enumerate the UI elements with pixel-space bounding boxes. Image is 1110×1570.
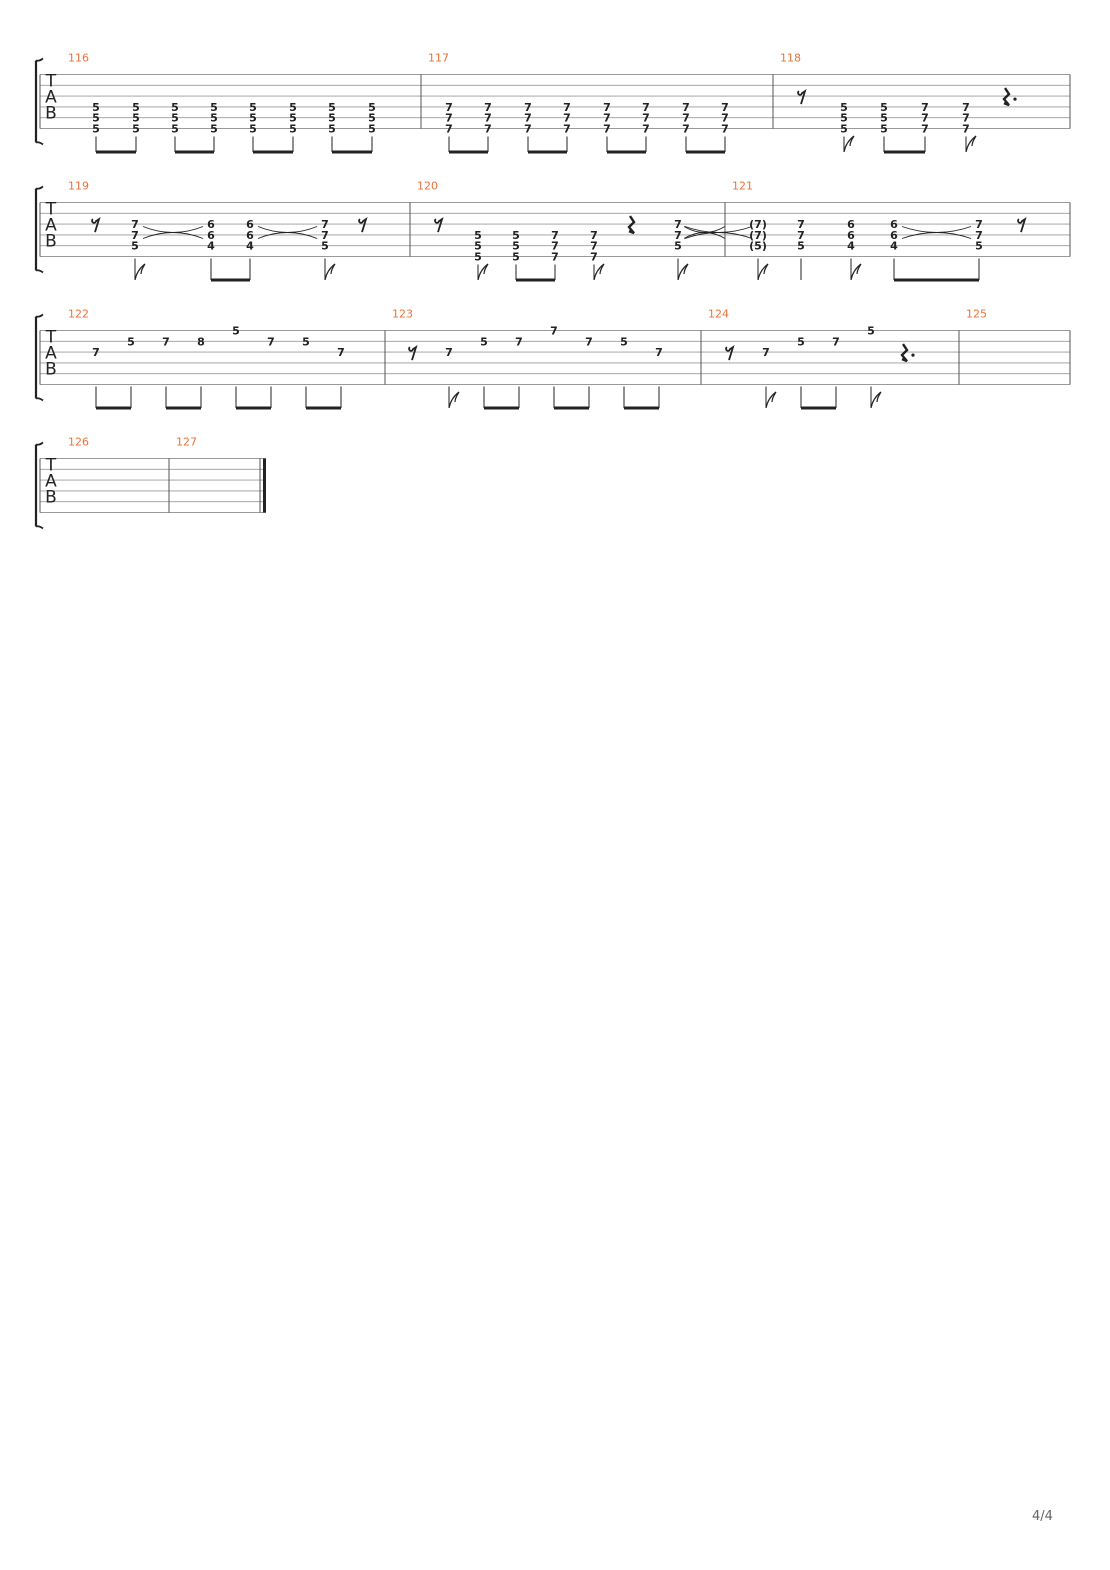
fret-number: 7 (655, 346, 663, 360)
measure-number: 118 (780, 51, 801, 65)
eighth-flag (966, 136, 976, 152)
fret-number: 7 (551, 228, 559, 242)
bracket-hook (36, 59, 43, 61)
fret-number: 5 (328, 122, 336, 136)
fret-number: 7 (603, 122, 611, 136)
rest-dot (911, 354, 914, 357)
beam (801, 407, 836, 410)
fret-number: 7 (921, 100, 929, 114)
fret-number: 5 (512, 228, 520, 242)
fret-number: 7 (515, 335, 523, 349)
beam (175, 151, 214, 154)
fret-number: 5 (368, 100, 376, 114)
fret-number: 7 (321, 228, 329, 242)
beam (686, 151, 725, 154)
fret-number: 7 (484, 100, 492, 114)
fret-number: 7 (975, 218, 983, 232)
fret-number: 7 (682, 100, 690, 114)
fret-number: 5 (132, 100, 140, 114)
eighth-flag (871, 392, 881, 408)
tab-clef-letter: B (45, 359, 57, 380)
fret-number: 7 (337, 346, 345, 360)
fret-number: 7 (674, 228, 682, 242)
eighth-rest (798, 91, 805, 104)
fret-number: 5 (289, 100, 297, 114)
bracket-hook (36, 443, 43, 445)
fret-number: 7 (962, 111, 970, 125)
fret-number: 7 (551, 239, 559, 253)
fret-number: 5 (132, 122, 140, 136)
fret-number: 5 (512, 239, 520, 253)
fret-number: 5 (880, 100, 888, 114)
beam (166, 407, 201, 410)
fret-number: 6 (890, 228, 898, 242)
eighth-flag (844, 136, 854, 152)
fret-number: 5 (249, 111, 257, 125)
measure-number: 124 (708, 307, 729, 321)
fret-number: 7 (131, 228, 139, 242)
fret-number: 7 (921, 111, 929, 125)
eighth-rest (1018, 219, 1025, 232)
fret-number: 5 (840, 122, 848, 136)
fret-number: 5 (249, 122, 257, 136)
fret-number: 7 (832, 335, 840, 349)
fret-number: 7 (797, 228, 805, 242)
fret-number: 5 (249, 100, 257, 114)
fret-number: 7 (590, 239, 598, 253)
tie-hairpin (902, 227, 971, 239)
eighth-rest (726, 347, 733, 360)
fret-number: 7 (563, 122, 571, 136)
fret-number: 5 (797, 239, 805, 253)
beam (96, 151, 136, 154)
fret-number: 5 (328, 100, 336, 114)
fret-number: 6 (246, 218, 254, 232)
fret-number: 5 (127, 335, 135, 349)
beam (516, 279, 555, 282)
fret-number: 7 (585, 335, 593, 349)
fret-number: 7 (551, 250, 559, 264)
fret-number: 7 (762, 346, 770, 360)
fret-number: 7 (162, 335, 170, 349)
fret-number: 7 (524, 122, 532, 136)
fret-number: 7 (445, 346, 453, 360)
eighth-flag (449, 392, 459, 408)
fret-number: 7 (445, 100, 453, 114)
fret-number: 5 (474, 250, 482, 264)
eighth-flag (135, 264, 145, 280)
eighth-flag (851, 264, 861, 280)
beam (449, 151, 488, 154)
fret-number: 5 (210, 122, 218, 136)
beam (607, 151, 646, 154)
fret-number: 5 (368, 122, 376, 136)
beam (528, 151, 567, 154)
measure-number: 117 (428, 51, 449, 65)
tab-clef-letter: B (45, 231, 57, 252)
fret-number: 5 (867, 324, 875, 338)
tab-clef-letter: T (45, 455, 57, 476)
beam (211, 279, 250, 282)
tab-clef-letter: A (45, 215, 57, 236)
bracket-hook (36, 187, 43, 189)
tab-clef-letter: A (45, 471, 57, 492)
fret-number: 7 (921, 122, 929, 136)
fret-number: 7 (603, 100, 611, 114)
fret-number: 7 (524, 100, 532, 114)
quarter-rest (902, 344, 907, 361)
fret-number: 5 (474, 228, 482, 242)
fret-number: 7 (267, 335, 275, 349)
fret-number: 5 (674, 239, 682, 253)
fret-number: 6 (207, 218, 215, 232)
measure-number: 121 (732, 179, 753, 193)
measure-number: 116 (68, 51, 89, 65)
beam (332, 151, 372, 154)
measure-number: 123 (392, 307, 413, 321)
fret-number: 5 (328, 111, 336, 125)
fret-number: 5 (289, 111, 297, 125)
fret-number: 5 (480, 335, 488, 349)
fret-number: 5 (210, 111, 218, 125)
fret-number: (7) (749, 218, 767, 232)
fret-number: 7 (321, 218, 329, 232)
beam (236, 407, 271, 410)
measure-number: 120 (417, 179, 438, 193)
fret-number: 5 (171, 111, 179, 125)
bracket-hook (36, 398, 43, 400)
bracket-hook (36, 526, 43, 528)
fret-number: 7 (590, 228, 598, 242)
fret-number: 6 (890, 218, 898, 232)
fret-number: 7 (721, 122, 729, 136)
fret-number: 8 (197, 335, 205, 349)
final-barline-thick (263, 459, 266, 513)
fret-number: 7 (550, 324, 558, 338)
tab-clef-letter: T (45, 199, 57, 220)
fret-number: 7 (642, 100, 650, 114)
rest-dot (1013, 98, 1016, 101)
eighth-flag (594, 264, 604, 280)
fret-number: (5) (749, 239, 767, 253)
eighth-flag (678, 264, 688, 280)
beam (96, 407, 131, 410)
tab-clef-letter: B (45, 487, 57, 508)
eighth-flag (478, 264, 488, 280)
tie-hairpin (143, 227, 203, 239)
fret-number: 5 (797, 335, 805, 349)
beam (554, 407, 589, 410)
fret-number: 7 (484, 111, 492, 125)
tab-clef-letter: A (45, 87, 57, 108)
fret-number: 7 (603, 111, 611, 125)
fret-number: 5 (880, 111, 888, 125)
fret-number: 7 (975, 228, 983, 242)
fret-number: 6 (207, 228, 215, 242)
page-number: 4/4 (1032, 1509, 1053, 1524)
tab-clef-letter: T (45, 327, 57, 348)
fret-number: 5 (171, 122, 179, 136)
fret-number: 5 (321, 239, 329, 253)
fret-number: 5 (92, 111, 100, 125)
eighth-flag (758, 264, 768, 280)
tab-clef-letter: B (45, 103, 57, 124)
tab-clef-letter: A (45, 343, 57, 364)
fret-number: 5 (302, 335, 310, 349)
fret-number: 5 (92, 122, 100, 136)
bracket-hook (36, 315, 43, 317)
eighth-flag (325, 264, 335, 280)
fret-number: 4 (207, 239, 215, 253)
fret-number: 5 (474, 239, 482, 253)
beam (884, 151, 925, 154)
fret-number: 4 (246, 239, 254, 253)
fret-number: 7 (682, 111, 690, 125)
tie-hairpin (685, 227, 752, 239)
fret-number: 7 (962, 100, 970, 114)
fret-number: 5 (232, 324, 240, 338)
measure-number: 122 (68, 307, 89, 321)
eighth-rest (359, 219, 366, 232)
fret-number: 7 (721, 100, 729, 114)
fret-number: 7 (524, 111, 532, 125)
fret-number: 7 (642, 122, 650, 136)
fret-number: 4 (847, 239, 855, 253)
measure-number: 125 (966, 307, 987, 321)
fret-number: 5 (880, 122, 888, 136)
fret-number: 5 (210, 100, 218, 114)
quarter-rest (629, 216, 634, 233)
fret-number: 7 (484, 122, 492, 136)
beam (484, 407, 519, 410)
fret-number: 5 (975, 239, 983, 253)
fret-number: 7 (721, 111, 729, 125)
fret-number: 7 (682, 122, 690, 136)
fret-number: 7 (445, 111, 453, 125)
beam (624, 407, 659, 410)
beam (306, 407, 341, 410)
fret-number: 5 (840, 111, 848, 125)
fret-number: 5 (132, 111, 140, 125)
beam (253, 151, 293, 154)
fret-number: 5 (512, 250, 520, 264)
fret-number: 5 (840, 100, 848, 114)
fret-number: 6 (246, 228, 254, 242)
fret-number: 7 (445, 122, 453, 136)
bracket-hook (36, 142, 43, 144)
fret-number: 4 (890, 239, 898, 253)
fret-number: 7 (563, 111, 571, 125)
fret-number: 5 (289, 122, 297, 136)
beam (894, 279, 979, 282)
fret-number: 7 (674, 218, 682, 232)
measure-number: 127 (176, 435, 197, 449)
eighth-rest (409, 347, 416, 360)
eighth-flag (766, 392, 776, 408)
tab-clef-letter: T (45, 71, 57, 92)
bracket-hook (36, 270, 43, 272)
fret-number: 7 (131, 218, 139, 232)
fret-number: 7 (962, 122, 970, 136)
fret-number: 7 (92, 346, 100, 360)
fret-number: 5 (92, 100, 100, 114)
fret-number: 5 (171, 100, 179, 114)
eighth-rest (435, 219, 442, 232)
tie-hairpin (258, 227, 317, 239)
fret-number: 7 (590, 250, 598, 264)
fret-number: (7) (749, 228, 767, 242)
fret-number: 5 (620, 335, 628, 349)
fret-number: 7 (642, 111, 650, 125)
fret-number: 5 (131, 239, 139, 253)
fret-number: 7 (797, 218, 805, 232)
fret-number: 6 (847, 228, 855, 242)
measure-number: 119 (68, 179, 89, 193)
measure-number: 126 (68, 435, 89, 449)
quarter-rest (1004, 88, 1009, 105)
fret-number: 5 (368, 111, 376, 125)
fret-number: 6 (847, 218, 855, 232)
fret-number: 7 (563, 100, 571, 114)
eighth-rest (92, 219, 99, 232)
